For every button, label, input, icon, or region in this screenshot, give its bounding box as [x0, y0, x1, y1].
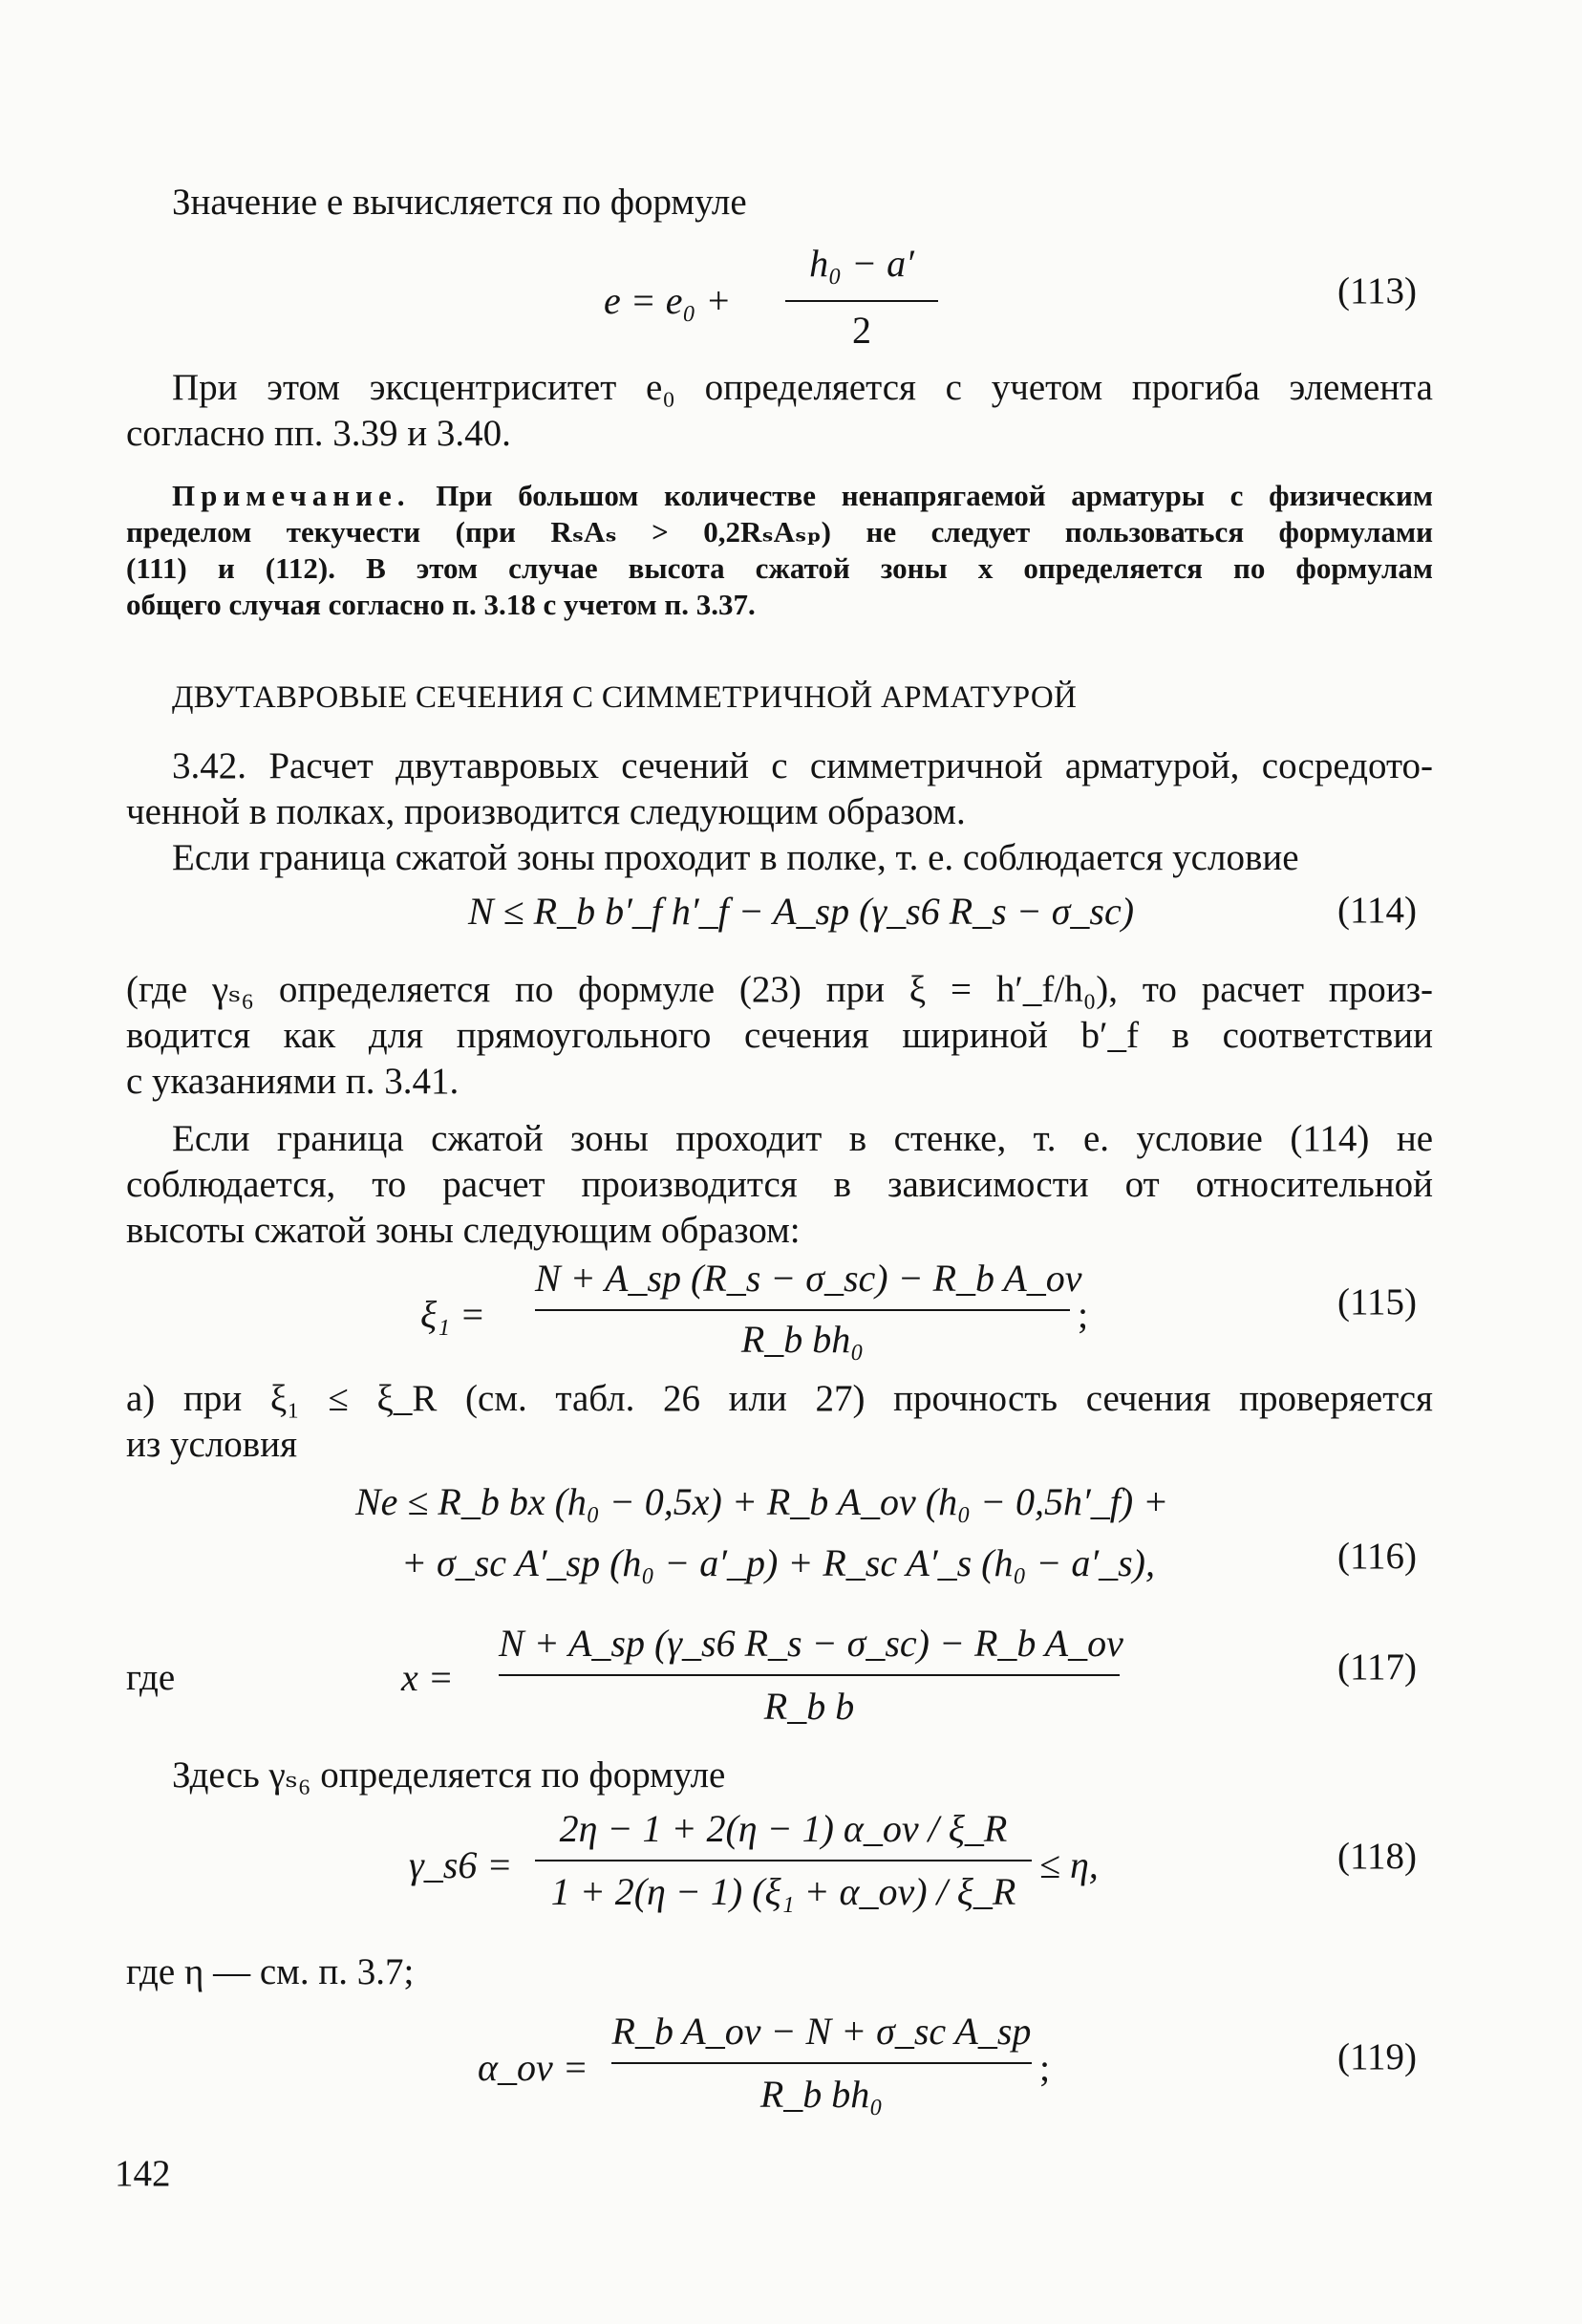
- paragraph-line: При этом эксцентриситет e₀ определяется с учетом прогиба элемента: [172, 367, 1433, 408]
- eq113-lhs: e = e₀ +: [604, 279, 732, 322]
- fraction-bar: [535, 1309, 1070, 1311]
- eq117-denominator: R_b b: [763, 1685, 855, 1728]
- eq118-tail: ≤ η,: [1039, 1843, 1099, 1886]
- eq119-lhs: α_ov =: [478, 2046, 588, 2089]
- paragraph-line: Если граница сжатой зоны проходит в стенке, т. е. условие (114) не: [172, 1118, 1433, 1159]
- equation-number: (113): [1337, 270, 1418, 312]
- eq115-numerator: N + A_sp (R_s − σ_sc) − R_b A_ov: [535, 1257, 1082, 1300]
- eq119-denominator: R_b bh₀: [759, 2073, 884, 2116]
- where-label: где: [126, 1657, 176, 1698]
- fraction-bar: [611, 2062, 1032, 2064]
- equation-number: (118): [1337, 1836, 1418, 1877]
- section-heading: ДВУТАВРОВЫЕ СЕЧЕНИЯ С СИММЕТРИЧНОЙ АРМАТУРОЙ: [172, 680, 1078, 715]
- paragraph-line: водится как для прямоугольного сечения шириной b′_f в соответствии: [126, 1015, 1433, 1056]
- paragraph-line: Если граница сжатой зоны проходит в полке, т. е. соблюдается условие: [172, 837, 1299, 878]
- eq115-denominator: R_b bh₀: [740, 1318, 865, 1361]
- eq114-formula: N ≤ R_b b′_f h′_f − A_sp (γ_s6 R_s − σ_sc): [468, 890, 1135, 933]
- paragraph-line: ченной в полках, производится следующим образом.: [126, 791, 966, 832]
- paragraph-line: высоты сжатой зоны следующим образом:: [126, 1210, 801, 1251]
- fraction-bar: [535, 1860, 1032, 1861]
- note-line: общего случая согласно п. 3.18 с учетом п. 3.37.: [126, 588, 756, 621]
- equation-number: (116): [1337, 1536, 1418, 1577]
- note-label: Примечание.: [172, 479, 411, 512]
- eq113-denominator: 2: [852, 309, 871, 352]
- fraction-bar: [499, 1674, 1120, 1676]
- fraction-bar: [785, 300, 938, 302]
- eq117-numerator: N + A_sp (γ_s6 R_s − σ_sc) − R_b A_ov: [499, 1622, 1123, 1665]
- equation-number: (117): [1337, 1646, 1418, 1688]
- eq118-numerator: 2η − 1 + 2(η − 1) α_ov / ξ_R: [559, 1807, 1008, 1850]
- equation-number: (119): [1337, 2036, 1418, 2077]
- eq115-tail: ;: [1078, 1293, 1089, 1336]
- note-text: При большом количестве ненапрягаемой арматуры с физическим: [436, 479, 1433, 512]
- paragraph-line: (где γₛ₆ определяется по формуле (23) при ξ = h′_f/h₀), то расчет произ-: [126, 969, 1433, 1010]
- eq118-lhs: γ_s6 =: [409, 1843, 513, 1886]
- note-line-1: [172, 478, 1433, 514]
- paragraph-line: 3.42. Расчет двутавровых сечений с симметричной арматурой, сосредото-: [172, 745, 1433, 786]
- eq119-numerator: R_b A_ov − N + σ_sc A_sp: [611, 2010, 1032, 2053]
- page-number: 142: [115, 2153, 171, 2194]
- note-line: пределом текучести (при RₛAₛ > 0,2RₛAₛₚ) не следует пользоваться формулами: [126, 515, 1433, 549]
- eq119-tail: ;: [1039, 2046, 1051, 2089]
- eq117-lhs: x =: [401, 1656, 454, 1699]
- eq113-numerator: h₀ − a′: [809, 242, 914, 285]
- paragraph-line: Здесь γₛ₆ определяется по формуле: [172, 1754, 726, 1796]
- eq115-lhs: ξ₁ =: [420, 1293, 486, 1336]
- eq116-line-1: Ne ≤ R_b bx (h₀ − 0,5x) + R_b A_ov (h₀ − 0,5h′_f) +: [355, 1480, 1169, 1523]
- equation-number: (114): [1337, 890, 1418, 931]
- paragraph-line: где η — см. п. 3.7;: [126, 1951, 415, 1992]
- paragraph-line: из условия: [126, 1424, 298, 1465]
- intro-sentence: Значение e вычисляется по формуле: [172, 182, 747, 223]
- paragraph-line: соблюдается, то расчет производится в зависимости от относительной: [126, 1164, 1433, 1205]
- equation-number: (115): [1337, 1281, 1418, 1323]
- eq118-denominator: 1 + 2(η − 1) (ξ₁ + α_ov) / ξ_R: [550, 1870, 1016, 1913]
- paragraph-line: с указаниями п. 3.41.: [126, 1061, 460, 1102]
- eq116-line-2: + σ_sc A′_sp (h₀ − a′_p) + R_sc A′_s (h₀ − a′_s),: [401, 1541, 1155, 1584]
- note-line: (111) и (112). В этом случае высота сжатой зоны x определяется по формулам: [126, 551, 1433, 585]
- paragraph-line: а) при ξ₁ ≤ ξ_R (см. табл. 26 или 27) прочность сечения проверяется: [126, 1378, 1433, 1419]
- paragraph-line: согласно пп. 3.39 и 3.40.: [126, 413, 511, 454]
